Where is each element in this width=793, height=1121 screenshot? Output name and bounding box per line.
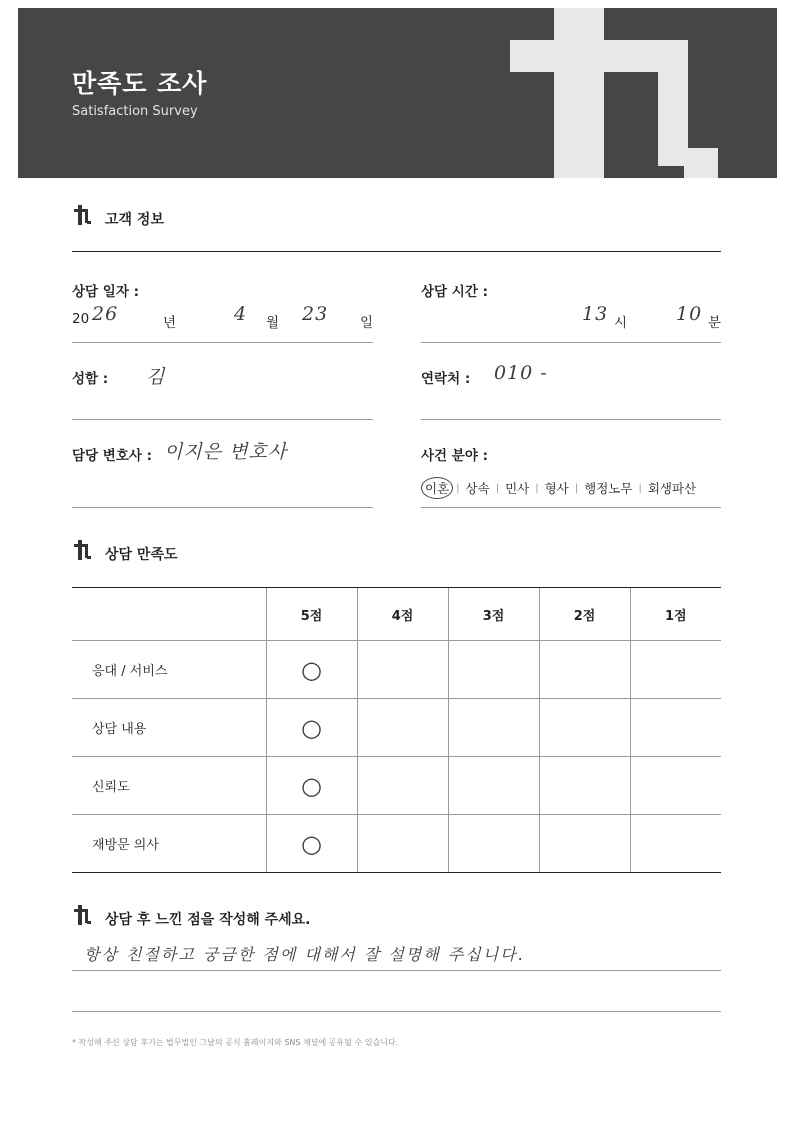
score-header: 5점	[266, 588, 357, 641]
case-option-rehabilitation-bankruptcy[interactable]: 회생파산	[647, 481, 697, 496]
contact-label: 연락처 :	[421, 371, 471, 387]
score-header: 1점	[630, 588, 721, 641]
feedback-line	[72, 1011, 721, 1012]
criterion-label: 재방문 의사	[72, 815, 266, 873]
case-option-administrative-labor[interactable]: 행정노무	[584, 481, 633, 496]
score-cell-5[interactable]: ○	[266, 641, 357, 699]
score-cell-4[interactable]	[357, 699, 448, 757]
month-handwritten: 4	[234, 303, 248, 325]
satisfaction-table	[72, 587, 721, 873]
lawyer-line	[72, 507, 373, 508]
time-line	[421, 342, 721, 343]
day-handwritten: 23	[302, 303, 329, 325]
table-row	[72, 699, 721, 757]
score-cell-3[interactable]	[448, 757, 539, 815]
customer-info-title: 고객 정보	[105, 212, 164, 228]
score-cell-5[interactable]: ○	[266, 699, 357, 757]
lawyer-label: 담당 변호사 :	[72, 448, 153, 464]
year-prefix: 20	[72, 311, 90, 327]
name-line	[72, 419, 373, 420]
feedback-handwritten: 항상 친절하고 궁금한 점에 대해서 잘 설명해 주십니다.	[84, 945, 525, 964]
score-cell-3[interactable]	[448, 699, 539, 757]
table-row	[72, 757, 721, 815]
score-cell-2[interactable]	[539, 757, 630, 815]
satisfaction-title: 상담 만족도	[105, 547, 178, 563]
table-header-row	[72, 588, 721, 641]
score-cell-1[interactable]	[630, 757, 721, 815]
score-header: 3점	[448, 588, 539, 641]
criterion-label: 응대 / 서비스	[72, 641, 266, 699]
criterion-header	[72, 588, 266, 641]
option-separator: |	[456, 482, 460, 494]
section-logo-icon	[72, 905, 96, 927]
page-title: 만족도 조사	[72, 69, 208, 98]
name-handwritten: 김	[146, 366, 166, 388]
option-separator: |	[495, 482, 500, 494]
table-row	[72, 815, 721, 873]
footnote: * 작성해 주신 상담 후기는 법무법인 그날의 공식 홈페이지와 SNS 채널에 공유될 수 있습니다.	[72, 1038, 399, 1047]
score-header: 2점	[539, 588, 630, 641]
score-cell-3[interactable]	[448, 641, 539, 699]
minute-unit: 분	[708, 315, 722, 331]
section-logo-icon	[72, 540, 96, 562]
score-header: 4점	[357, 588, 448, 641]
date-line	[72, 342, 373, 343]
header-banner	[18, 8, 777, 178]
month-unit: 월	[266, 315, 280, 331]
score-cell-2[interactable]	[539, 815, 630, 873]
score-cell-1[interactable]	[630, 699, 721, 757]
score-cell-4[interactable]	[357, 815, 448, 873]
day-unit: 일	[360, 315, 374, 331]
score-cell-4[interactable]	[357, 641, 448, 699]
case-option-divorce[interactable]: 이혼	[421, 477, 453, 499]
score-cell-5[interactable]: ○	[266, 815, 357, 873]
hour-handwritten: 13	[582, 303, 609, 325]
case-field-options	[421, 477, 723, 499]
score-cell-2[interactable]	[539, 699, 630, 757]
criterion-label: 상담 내용	[72, 699, 266, 757]
case-option-inheritance[interactable]: 상속	[465, 481, 490, 496]
case-option-criminal[interactable]: 형사	[544, 481, 569, 496]
name-label: 성함 :	[72, 371, 109, 387]
case-option-civil[interactable]: 민사	[505, 481, 530, 496]
score-cell-2[interactable]	[539, 641, 630, 699]
case-field-label: 사건 분야 :	[421, 448, 488, 464]
section-divider	[72, 251, 721, 252]
feedback-line	[72, 970, 721, 971]
score-cell-4[interactable]	[357, 757, 448, 815]
date-label: 상담 일자 :	[72, 284, 139, 300]
option-separator: |	[638, 482, 642, 494]
minute-handwritten: 10	[676, 303, 703, 325]
option-separator: |	[574, 482, 579, 494]
score-cell-5[interactable]: ○	[266, 757, 357, 815]
option-separator: |	[535, 482, 539, 494]
section-logo-icon	[72, 205, 96, 227]
lawyer-handwritten: 이지은 변호사	[164, 441, 288, 463]
contact-line	[421, 419, 721, 420]
time-label: 상담 시간 :	[421, 284, 488, 300]
score-cell-1[interactable]	[630, 815, 721, 873]
year-handwritten: 26	[92, 303, 119, 325]
criterion-label: 신뢰도	[72, 757, 266, 815]
case-field-line	[421, 507, 721, 508]
page-subtitle: Satisfaction Survey	[72, 104, 198, 119]
table-row	[72, 641, 721, 699]
contact-handwritten: 010 -	[494, 362, 548, 384]
feedback-title: 상담 후 느낀 점을 작성해 주세요.	[105, 912, 311, 928]
score-cell-1[interactable]	[630, 641, 721, 699]
year-unit: 년	[163, 315, 177, 331]
score-cell-3[interactable]	[448, 815, 539, 873]
hour-unit: 시	[614, 315, 628, 331]
